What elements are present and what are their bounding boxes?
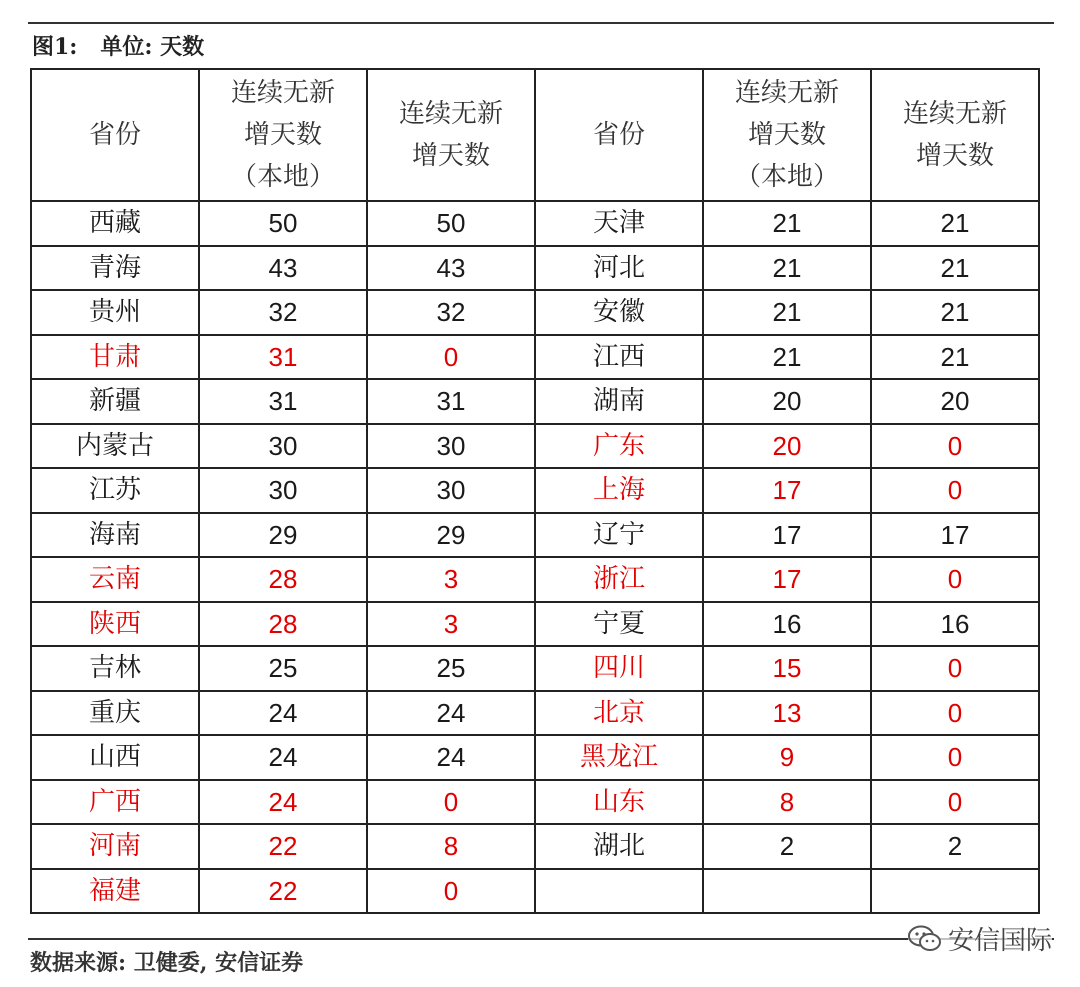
local-days-cell: 21 <box>703 335 871 380</box>
local-days-cell: 21 <box>703 201 871 246</box>
header-line: （本地） <box>734 162 839 192</box>
province-cell: 四川 <box>535 646 703 691</box>
local-days-cell: 13 <box>703 691 871 736</box>
local-days-cell: 28 <box>199 557 367 602</box>
local-days-cell: 17 <box>703 468 871 513</box>
local-days-cell: 29 <box>199 513 367 558</box>
source-note: 数据来源: 卫健委, 安信证券 <box>30 950 304 976</box>
header-days-left <box>367 69 535 201</box>
local-days-cell: 24 <box>199 735 367 780</box>
province-cell: 贵州 <box>31 290 199 335</box>
province-cell: 北京 <box>535 691 703 736</box>
province-cell: 广东 <box>535 424 703 469</box>
table-row <box>31 424 1039 469</box>
local-days-cell: 32 <box>199 290 367 335</box>
province-cell: 浙江 <box>535 557 703 602</box>
days-cell: 25 <box>367 646 535 691</box>
province-cell: 福建 <box>31 869 199 914</box>
days-cell: 0 <box>871 424 1039 469</box>
watermark-text: 安信国际 <box>947 926 1052 956</box>
days-cell: 3 <box>367 602 535 647</box>
table-row <box>31 735 1039 780</box>
days-cell: 50 <box>367 201 535 246</box>
days-cell <box>871 869 1039 914</box>
table-row <box>31 513 1039 558</box>
local-days-cell: 31 <box>199 335 367 380</box>
header-line: 增天数 <box>747 120 826 150</box>
province-cell: 湖南 <box>535 379 703 424</box>
local-days-cell: 15 <box>703 646 871 691</box>
header-province-right: 省份 <box>535 69 703 201</box>
days-cell: 21 <box>871 201 1039 246</box>
table-row <box>31 335 1039 380</box>
province-cell: 宁夏 <box>535 602 703 647</box>
province-cell: 安徽 <box>535 290 703 335</box>
local-days-cell: 16 <box>703 602 871 647</box>
province-cell: 黑龙江 <box>535 735 703 780</box>
province-cell: 青海 <box>31 246 199 291</box>
local-days-cell: 22 <box>199 824 367 869</box>
local-days-cell: 21 <box>703 290 871 335</box>
local-days-cell: 9 <box>703 735 871 780</box>
province-cell: 海南 <box>31 513 199 558</box>
header-line: 增天数 <box>411 141 490 171</box>
days-cell: 0 <box>871 691 1039 736</box>
table-row <box>31 691 1039 736</box>
days-cell: 0 <box>871 557 1039 602</box>
local-days-cell: 8 <box>703 780 871 825</box>
days-cell: 0 <box>367 869 535 914</box>
header-local-days-right <box>703 69 871 201</box>
province-cell: 吉林 <box>31 646 199 691</box>
header-row <box>31 69 1039 201</box>
days-cell: 21 <box>871 335 1039 380</box>
local-days-cell: 30 <box>199 468 367 513</box>
days-cell: 0 <box>367 780 535 825</box>
table-row <box>31 201 1039 246</box>
province-cell: 上海 <box>535 468 703 513</box>
header-line: 连续无新 <box>734 78 839 108</box>
table-body <box>31 201 1039 913</box>
table-row <box>31 379 1039 424</box>
header-line: 连续无新 <box>902 99 1007 129</box>
header-line: 增天数 <box>915 141 994 171</box>
days-cell: 20 <box>871 379 1039 424</box>
local-days-cell: 31 <box>199 379 367 424</box>
days-cell: 43 <box>367 246 535 291</box>
days-cell: 2 <box>871 824 1039 869</box>
province-cell: 河南 <box>31 824 199 869</box>
days-cell: 17 <box>871 513 1039 558</box>
local-days-cell: 50 <box>199 201 367 246</box>
header-local-days-left <box>199 69 367 201</box>
province-cell: 陕西 <box>31 602 199 647</box>
local-days-cell <box>703 869 871 914</box>
header-province-left: 省份 <box>31 69 199 201</box>
days-cell: 3 <box>367 557 535 602</box>
bottom-rule <box>28 938 1054 940</box>
table-row <box>31 646 1039 691</box>
days-cell: 21 <box>871 246 1039 291</box>
days-cell: 24 <box>367 691 535 736</box>
province-cell: 江苏 <box>31 468 199 513</box>
days-cell: 8 <box>367 824 535 869</box>
days-cell: 16 <box>871 602 1039 647</box>
province-cell: 河北 <box>535 246 703 291</box>
days-cell: 0 <box>871 468 1039 513</box>
header-line: 连续无新 <box>230 78 335 108</box>
province-cell: 山东 <box>535 780 703 825</box>
days-cell: 24 <box>367 735 535 780</box>
province-cell: 江西 <box>535 335 703 380</box>
header-line: （本地） <box>230 162 335 192</box>
days-cell: 0 <box>367 335 535 380</box>
local-days-cell: 30 <box>199 424 367 469</box>
local-days-cell: 2 <box>703 824 871 869</box>
header-line: 增天数 <box>243 120 322 150</box>
days-cell: 0 <box>871 646 1039 691</box>
data-table <box>30 68 1040 914</box>
province-cell: 辽宁 <box>535 513 703 558</box>
local-days-cell: 20 <box>703 379 871 424</box>
province-cell: 甘肃 <box>31 335 199 380</box>
local-days-cell: 24 <box>199 780 367 825</box>
local-days-cell: 28 <box>199 602 367 647</box>
table-row <box>31 290 1039 335</box>
header-line: 连续无新 <box>398 99 503 129</box>
days-cell: 29 <box>367 513 535 558</box>
local-days-cell: 21 <box>703 246 871 291</box>
local-days-cell: 17 <box>703 557 871 602</box>
province-cell <box>535 869 703 914</box>
local-days-cell: 22 <box>199 869 367 914</box>
watermark <box>908 920 1052 957</box>
table-row <box>31 557 1039 602</box>
days-cell: 0 <box>871 780 1039 825</box>
province-cell: 内蒙古 <box>31 424 199 469</box>
table-row <box>31 780 1039 825</box>
top-rule <box>28 22 1054 24</box>
days-cell: 30 <box>367 468 535 513</box>
table-row <box>31 824 1039 869</box>
local-days-cell: 43 <box>199 246 367 291</box>
days-cell: 30 <box>367 424 535 469</box>
province-cell: 重庆 <box>31 691 199 736</box>
province-cell: 新疆 <box>31 379 199 424</box>
table-row <box>31 869 1039 914</box>
table-row <box>31 602 1039 647</box>
header-days-right <box>871 69 1039 201</box>
province-cell: 云南 <box>31 557 199 602</box>
table-row <box>31 468 1039 513</box>
days-cell: 0 <box>871 735 1039 780</box>
days-cell: 21 <box>871 290 1039 335</box>
province-cell: 山西 <box>31 735 199 780</box>
province-cell: 广西 <box>31 780 199 825</box>
wechat-icon <box>908 925 942 953</box>
table-row <box>31 246 1039 291</box>
local-days-cell: 20 <box>703 424 871 469</box>
days-cell: 32 <box>367 290 535 335</box>
local-days-cell: 25 <box>199 646 367 691</box>
province-cell: 湖北 <box>535 824 703 869</box>
province-cell: 西藏 <box>31 201 199 246</box>
local-days-cell: 17 <box>703 513 871 558</box>
figure-title: 图1: 单位: 天数 <box>32 34 205 60</box>
province-cell: 天津 <box>535 201 703 246</box>
local-days-cell: 24 <box>199 691 367 736</box>
days-cell: 31 <box>367 379 535 424</box>
